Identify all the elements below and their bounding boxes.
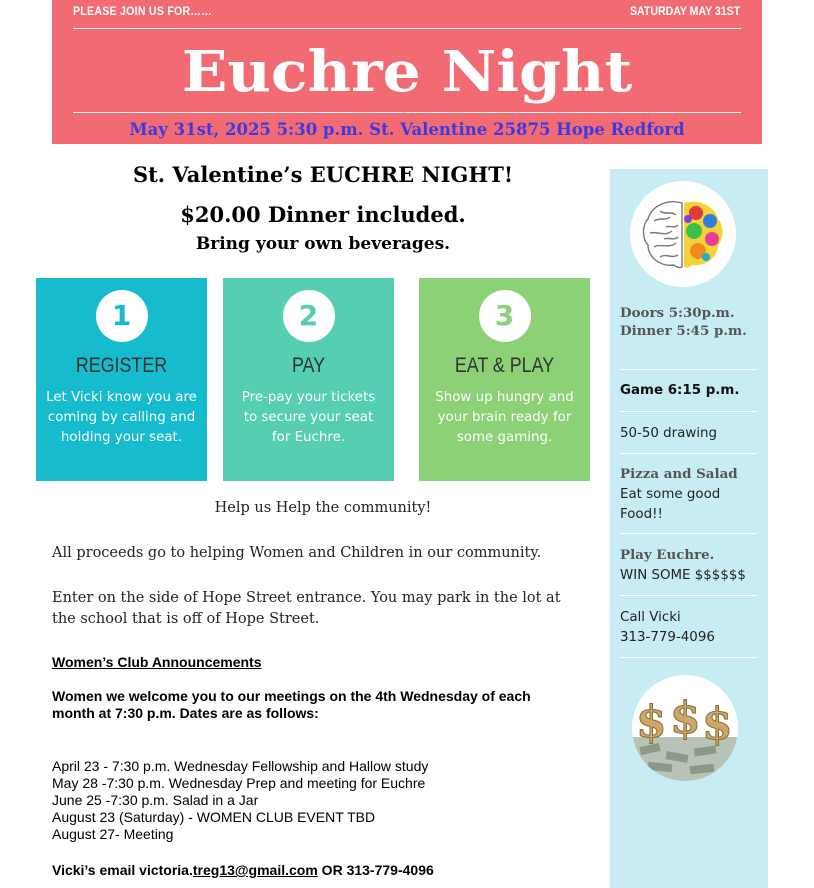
svg-text:$: $ bbox=[670, 693, 701, 744]
header-banner bbox=[52, 0, 762, 144]
announcements-welcome: Women we welcome you to our meetings on the 4th Wednesday of each month at 7:30 p.m. Dates are as follows: bbox=[52, 688, 531, 721]
announcements-title: Women’s Club Announcements bbox=[52, 654, 262, 670]
dinner-time: Dinner 5:45 p.m. bbox=[620, 323, 747, 339]
divider bbox=[620, 411, 757, 412]
list-item: August 27- Meeting bbox=[52, 826, 174, 842]
headline-event: St. Valentine’s EUCHRE NIGHT! bbox=[132, 162, 514, 187]
divider bbox=[620, 657, 757, 658]
pizza-title: Pizza and Salad bbox=[620, 466, 738, 482]
step-label: EAT & PLAY bbox=[454, 354, 555, 377]
step-label: REGISTER bbox=[75, 354, 168, 377]
pizza-desc: Eat some good Food!! bbox=[620, 487, 721, 522]
help-text: Help us Help the community! bbox=[214, 500, 432, 516]
svg-text:$: $ bbox=[702, 699, 733, 750]
step-number: 2 bbox=[283, 290, 335, 342]
list-item: August 23 (Saturday) - WOMEN CLUB EVENT TBD bbox=[52, 809, 376, 825]
money-bags-icon bbox=[632, 675, 738, 781]
email-link[interactable]: treg13@gmail.com bbox=[192, 862, 318, 878]
step-description: Let Vicki know you are coming by calling and holding your seat. bbox=[46, 390, 197, 445]
step-description: Pre-pay your tickets to secure your seat for Euchre. bbox=[241, 390, 376, 445]
proceeds-text: All proceeds go to helping Women and Children in our community. bbox=[52, 545, 542, 561]
headline-beverages: Bring your own beverages. bbox=[195, 234, 451, 254]
step-register bbox=[36, 278, 207, 481]
doors-time: Doors 5:30p.m. bbox=[620, 305, 735, 321]
play-title: Play Euchre. bbox=[620, 547, 715, 563]
list-item: June 25 -7:30 p.m. Salad in a Jar bbox=[52, 792, 259, 808]
brain-icon bbox=[630, 181, 736, 287]
step-label: PAY bbox=[291, 354, 326, 377]
divider bbox=[620, 453, 757, 454]
header-rule-bottom bbox=[73, 112, 741, 113]
divider bbox=[620, 595, 757, 596]
svg-text:$: $ bbox=[636, 697, 667, 748]
play-desc: WIN SOME $$$$$$ bbox=[620, 568, 746, 583]
header-top-right: SATURDAY MAY 31ST bbox=[629, 4, 740, 18]
divider bbox=[620, 369, 757, 370]
header-rule-top bbox=[73, 28, 741, 29]
step-number: 1 bbox=[96, 290, 148, 342]
email-prefix: Vicki’s email victoria. bbox=[52, 862, 193, 878]
list-item: April 23 - 7:30 p.m. Wednesday Fellowship and Hallow study bbox=[52, 758, 429, 774]
sidebar-times bbox=[620, 304, 757, 340]
call-text: Call Vicki bbox=[620, 610, 681, 625]
step-eat-play bbox=[419, 278, 590, 481]
page-title: Euchre Night bbox=[181, 39, 633, 105]
phone-number: 313-779-4096 bbox=[620, 630, 715, 645]
contact-email-line bbox=[52, 862, 434, 878]
email-suffix: OR 313-779-4096 bbox=[317, 862, 434, 878]
drawing-text: 50-50 drawing bbox=[620, 426, 718, 441]
event-date-line: May 31st, 2025 5:30 p.m. St. Valentine 25875 Hope Redford bbox=[129, 120, 685, 139]
divider bbox=[620, 533, 757, 534]
game-time: Game 6:15 p.m. bbox=[620, 383, 740, 398]
step-pay bbox=[223, 278, 394, 481]
header-top-left: PLEASE JOIN US FOR…… bbox=[73, 4, 213, 18]
meeting-dates bbox=[52, 758, 428, 843]
headline-dinner: $20.00 Dinner included. bbox=[180, 202, 466, 227]
list-item: May 28 -7:30 p.m. Wednesday Prep and meeting for Euchre bbox=[52, 775, 426, 791]
step-description: Show up hungry and your brain ready for some gaming. bbox=[435, 390, 574, 445]
entrance-text: Enter on the side of Hope Street entrance. You may park in the lot at the school that is off of Hope Street. bbox=[52, 590, 561, 627]
step-number: 3 bbox=[479, 290, 531, 342]
sidebar bbox=[610, 169, 768, 888]
